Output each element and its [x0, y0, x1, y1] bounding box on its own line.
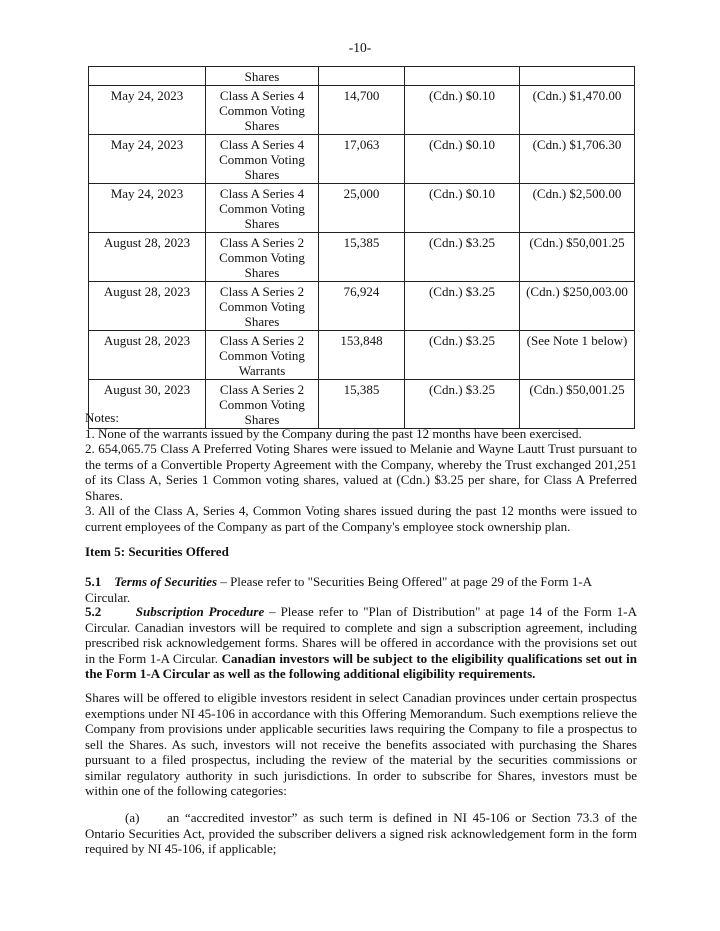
table-cell — [319, 67, 405, 86]
section-5-2 — [85, 604, 637, 682]
eligibility-paragraph: Shares will be offered to eligible investors resident in select Canadian provinces under certain prospectus exemptions under NI 45-106 in accordance with this Offering Memorandum. Such exemptions relieve the Company from provisions under applicable securities laws requiring the Company to file a prospectus to sell the Shares. As such, investors will not receive the benefits associated with purchasing the Shares pursuant to a filed prospectus, including the review of the material by the securities commissions or similar regulatory authority in such jurisdictions. In order to subscribe for Shares, investors must be within one of the following categories: — [85, 690, 637, 798]
category-a — [85, 810, 637, 857]
price-cell: (Cdn.) $3.25 — [405, 380, 520, 429]
total-cell: (See Note 1 below) — [520, 331, 635, 380]
date-cell: May 24, 2023 — [89, 86, 206, 135]
quantity-cell: 25,000 — [319, 184, 405, 233]
item5-heading: Item 5: Securities Offered — [85, 544, 229, 559]
section-text: – Please refer to "Plan of Distribution" at page 14 of the Form 1-A Circular. Canadian investors will be required to complete and sign a subscription agreement, including prescribed risk acknowledgement forms. Shares will be offered in accordance with the provisions set out in the Form 1-A Circular. — [85, 604, 638, 666]
section-number: 5.1 — [85, 574, 102, 589]
price-cell: (Cdn.) $3.25 — [405, 233, 520, 282]
security-cell: Class A Series 2 Common Voting Shares — [206, 380, 319, 429]
date-cell: August 28, 2023 — [89, 282, 206, 331]
table-row — [89, 331, 635, 380]
price-cell: (Cdn.) $0.10 — [405, 184, 520, 233]
security-cell: Class A Series 4 Common Voting Shares — [206, 184, 319, 233]
security-cell: Class A Series 4 Common Voting Shares — [206, 135, 319, 184]
notes-heading: Notes: — [85, 410, 119, 425]
total-cell: (Cdn.) $50,001.25 — [520, 233, 635, 282]
security-cell: Class A Series 2 Common Voting Shares — [206, 282, 319, 331]
table-cell — [405, 67, 520, 86]
total-cell: (Cdn.) $50,001.25 — [520, 380, 635, 429]
quantity-cell: 14,700 — [319, 86, 405, 135]
category-text: an “accredited investor” as such term is defined in NI 45-106 or Section 73.3 of the Ontario Securities Act, provided the subscriber delivers a signed risk acknowledgement form in the form required by NI 45-106, if applicable; — [85, 810, 637, 856]
table-row — [89, 282, 635, 331]
quantity-cell: 153,848 — [319, 331, 405, 380]
quantity-cell: 15,385 — [319, 233, 405, 282]
price-cell: (Cdn.) $3.25 — [405, 282, 520, 331]
quantity-cell: 15,385 — [319, 380, 405, 429]
category-label: (a) — [125, 810, 140, 825]
table-cell: Shares — [206, 67, 319, 86]
section-number: 5.2 — [85, 604, 102, 619]
date-cell: August 30, 2023 — [89, 380, 206, 429]
security-cell: Class A Series 4 Common Voting Shares — [206, 86, 319, 135]
total-cell: (Cdn.) $2,500.00 — [520, 184, 635, 233]
section-title: Subscription Procedure — [135, 604, 265, 619]
total-cell: (Cdn.) $1,706.30 — [520, 135, 635, 184]
table-row — [89, 184, 635, 233]
note-item: 3. All of the Class A, Series 4, Common Voting shares issued during the past 12 months were issued to current employees of the Company as part of the Company's employee stock ownership plan. — [85, 503, 637, 534]
security-cell: Class A Series 2 Common Voting Shares — [206, 233, 319, 282]
table-row — [89, 233, 635, 282]
date-cell: May 24, 2023 — [89, 184, 206, 233]
note-item: 1. None of the warrants issued by the Company during the past 12 months have been exercised. — [85, 425, 582, 441]
note-item: 2. 654,065.75 Class A Preferred Voting Shares were issued to Melanie and Wayne Lautt Trust pursuant to the terms of a Convertible Property Agreement with the Company, whereby the Trust exchanged 201,251 of its Class A, Series 1 Common voting shares, valued at (Cdn.) $3.25 per share, for Class A Preferred Shares. — [85, 441, 637, 503]
section-text: – Please refer to "Securities Being Offered" at page 29 of the Form 1-A Circular. — [85, 574, 592, 605]
price-cell: (Cdn.) $0.10 — [405, 86, 520, 135]
date-cell: August 28, 2023 — [89, 233, 206, 282]
price-cell: (Cdn.) $0.10 — [405, 135, 520, 184]
security-cell: Class A Series 2 Common Voting Warrants — [206, 331, 319, 380]
price-cell: (Cdn.) $3.25 — [405, 331, 520, 380]
securities-issued-table — [88, 66, 635, 429]
page-number: -10- — [348, 40, 372, 55]
date-cell: August 28, 2023 — [89, 331, 206, 380]
section-5-1 — [85, 574, 637, 605]
table-cell — [520, 67, 635, 86]
section-title: Terms of Securities — [114, 574, 218, 589]
table-row — [89, 86, 635, 135]
table-row-partial — [89, 67, 635, 86]
notes-section — [85, 410, 637, 534]
date-cell: May 24, 2023 — [89, 135, 206, 184]
total-cell: (Cdn.) $250,003.00 — [520, 282, 635, 331]
quantity-cell: 76,924 — [319, 282, 405, 331]
table-cell — [89, 67, 206, 86]
section-bold-text: Canadian investors will be subject to the eligibility qualifications set out in the Form 1-A Circular as well as the following additional eligibility requirements. — [85, 650, 637, 681]
quantity-cell: 17,063 — [319, 135, 405, 184]
total-cell: (Cdn.) $1,470.00 — [520, 86, 635, 135]
table-row — [89, 135, 635, 184]
